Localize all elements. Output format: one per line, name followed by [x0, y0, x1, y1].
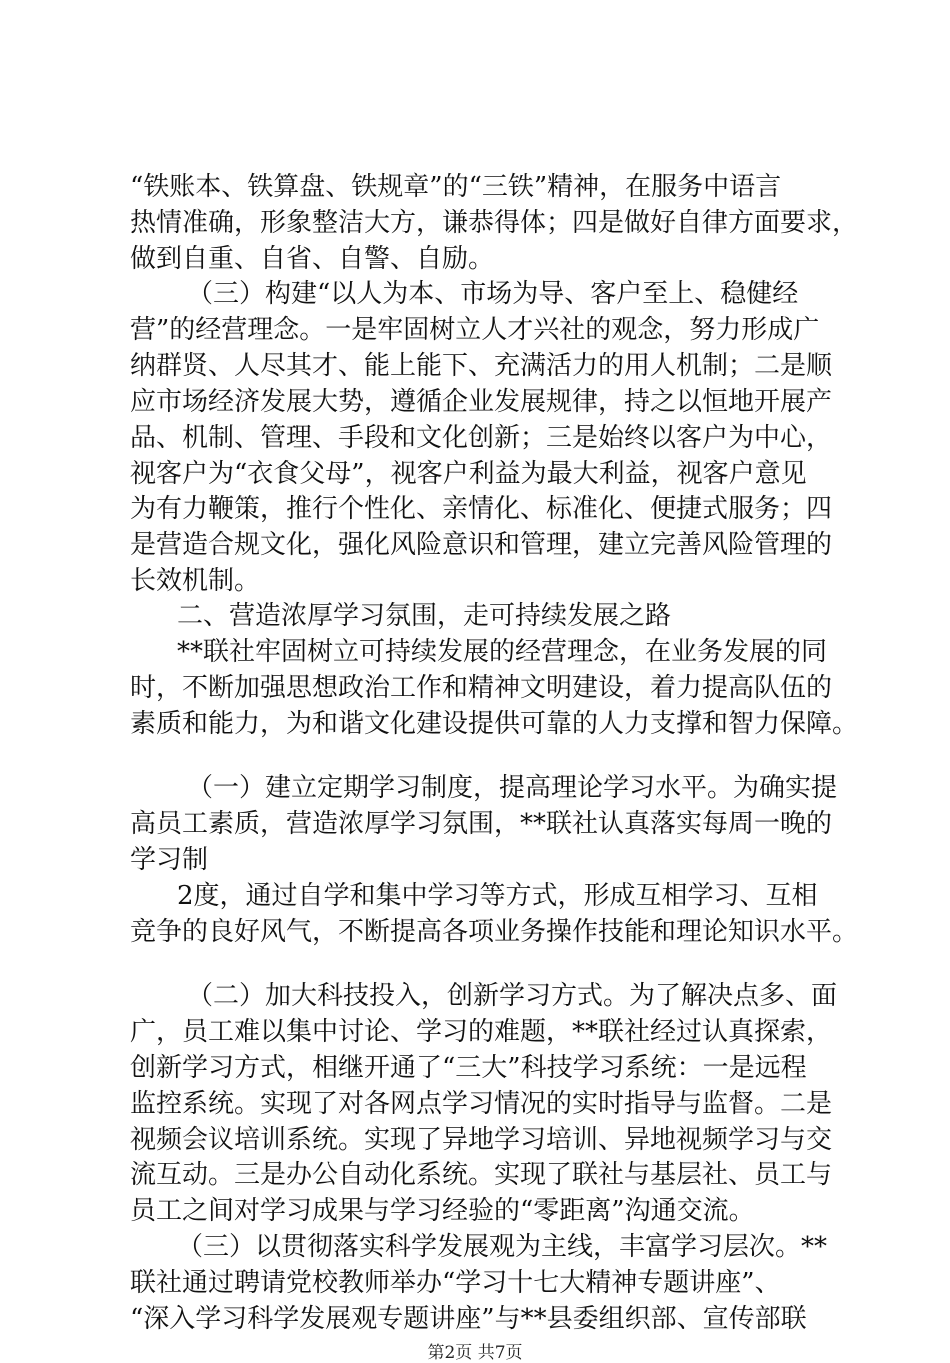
- text-line: 视频会议培训系统。实现了异地学习培训、异地视频学习与交: [130, 1125, 833, 1155]
- page-number-footer: 第2页 共7页: [427, 1343, 523, 1363]
- text-line: 热情准确，形象整洁大方，谦恭得体；四是做好自律方面要求，: [130, 208, 859, 238]
- text-line: 高员工素质，营造浓厚学习氛围，**联社认真落实每周一晚的: [130, 809, 833, 839]
- section-heading: 二、营造浓厚学习氛围，走可持续发展之路: [177, 601, 672, 631]
- text-line: （三）以贯彻落实科学发展观为主线，丰富学习层次。**: [177, 1232, 828, 1262]
- text-line: 营”的经营理念。一是牢固树立人才兴社的观念，努力形成广: [130, 315, 820, 345]
- text-line: 品、机制、管理、手段和文化创新；三是始终以客户为中心，: [130, 423, 833, 453]
- text-line: 创新学习方式，相继开通了“三大”科技学习系统：一是远程: [130, 1053, 807, 1083]
- text-line: **联社牢固树立可持续发展的经营理念，在业务发展的同: [177, 637, 828, 667]
- text-line: 员工之间对学习成果与学习经验的“零距离”沟通交流。: [130, 1196, 755, 1226]
- text-line: （一）建立定期学习制度，提高理论学习水平。为确实提: [187, 773, 838, 803]
- text-line: “铁账本、铁算盘、铁规章”的“三铁”精神，在服务中语言: [130, 172, 782, 202]
- text-line: （二）加大科技投入，创新学习方式。为了解决点多、面: [187, 981, 838, 1011]
- text-line: 学习制: [130, 845, 209, 875]
- text-line: 时，不断加强思想政治工作和精神文明建设，着力提高队伍的: [130, 673, 833, 703]
- text-line: 长效机制。: [130, 566, 261, 596]
- text-line: 为有力鞭策，推行个性化、亲情化、标准化、便捷式服务；四: [130, 494, 833, 524]
- text-line: 广，员工难以集中讨论、学习的难题，**联社经过认真探索，: [130, 1017, 833, 1047]
- text-line: 联社通过聘请党校教师举办“学习十七大精神专题讲座”、: [130, 1268, 781, 1298]
- text-line: 视客户为“衣食父母”，视客户利益为最大利益，视客户意见: [130, 459, 807, 489]
- text-line: 应市场经济发展大势，遵循企业发展规律，持之以恒地开展产: [130, 387, 833, 417]
- text-line: 做到自重、自省、自警、自励。: [130, 244, 495, 274]
- text-line: 竞争的良好风气，不断提高各项业务操作技能和理论知识水平。: [130, 917, 859, 947]
- text-line: 监控系统。实现了对各网点学习情况的实时指导与监督。二是: [130, 1089, 833, 1119]
- text-line: “深入学习科学发展观专题讲座”与**县委组织部、宣传部联: [130, 1304, 807, 1334]
- text-line: 纳群贤、人尽其才、能上能下、充满活力的用人机制；二是顺: [130, 351, 833, 381]
- text-line: （三）构建“以人为本、市场为导、客户至上、稳健经: [187, 279, 799, 309]
- text-line: 素质和能力，为和谐文化建设提供可靠的人力支撑和智力保障。: [130, 709, 859, 739]
- text-line: 流互动。三是办公自动化系统。实现了联社与基层社、员工与: [130, 1160, 833, 1190]
- text-line: 2度，通过自学和集中学习等方式，形成互相学习、互相: [177, 881, 818, 911]
- text-line: 是营造合规文化，强化风险意识和管理，建立完善风险管理的: [130, 530, 833, 560]
